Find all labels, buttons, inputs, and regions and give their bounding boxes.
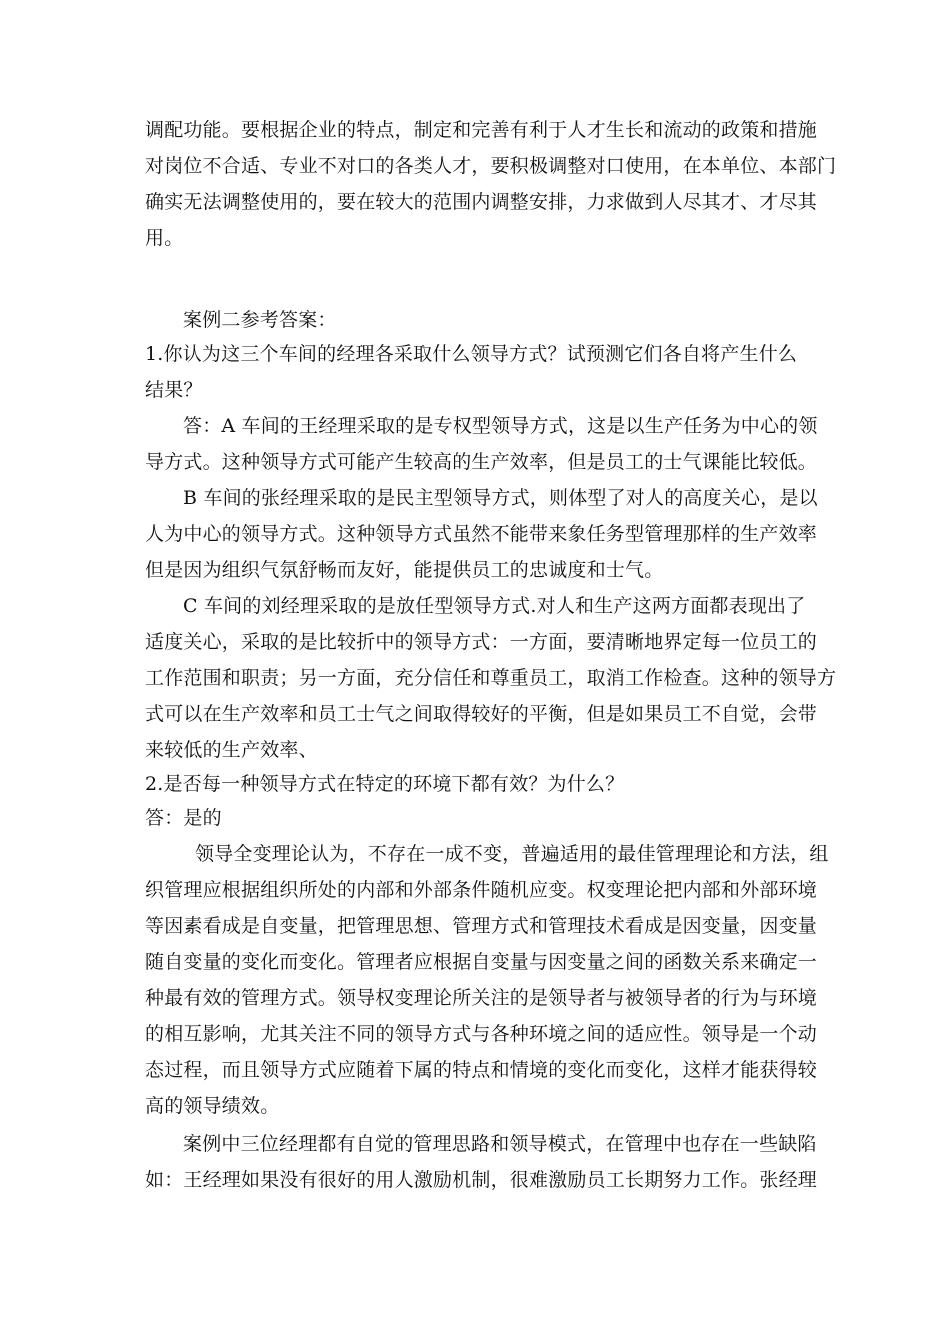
theory-paragraph: 等因素看成是自变量，把管理思想、管理方式和管理技术看成是因变量，因变量 [145,915,818,937]
closing-paragraph: 案例中三位经理都有自觉的管理思路和领导模式，在管理中也存在一些缺陷 [183,1133,817,1155]
answer-b: 但是因为组织气氛舒畅而友好，能提供员工的忠诚度和士气。 [145,559,664,581]
answer-c: 来较低的生产效率、 [145,739,318,761]
theory-paragraph: 随自变量的变化而变化。管理者应根据自变量与因变量之间的函数关系来确定一 [145,951,818,973]
theory-paragraph: 态过程，而且领导方式应随着下属的特点和情境的变化而变化，这样才能获得较 [145,1059,818,1081]
theory-paragraph: 高的领导绩效。 [145,1095,280,1117]
answer-a: 答：A 车间的王经理采取的是专权型领导方式，这是以生产任务为中心的领 [183,415,818,437]
text-line: 确实无法调整使用的，要在较大的范围内调整安排，力求做到人尽其才、才尽其 [145,191,818,213]
text-line: 对岗位不合适、专业不对口的各类人才，要积极调整对口使用，在本单位、本部门 [145,155,837,177]
theory-paragraph: 的相互影响，尤其关注不同的领导方式与各种环境之间的适应性。领导是一个动 [145,1023,818,1045]
question-2: 2.是否每一种领导方式在特定的环境下都有效？为什么？ [145,773,625,795]
theory-paragraph: 种最有效的管理方式。领导权变理论所关注的是领导者与被领导者的行为与环境 [145,987,818,1009]
case-heading: 案例二参考答案： [183,309,337,331]
answer-c: C 车间的刘经理采取的是放任型领导方式.对人和生产这两方面都表现出了 [183,595,806,617]
answer-b: 人为中心的领导方式。这种领导方式虽然不能带来象任务型管理那样的生产效率 [145,523,818,545]
answer-a: 导方式。这种领导方式可能产生较高的生产效率，但是员工的士气课能比较低。 [145,451,818,473]
theory-paragraph: 领导全变理论认为，不存在一成不变，普遍适用的最佳管理理论和方法，组 [195,843,829,865]
answer-2-short: 答：是的 [145,807,222,829]
answer-c: 工作范围和职责；另一方面，充分信任和尊重员工，取消工作检查。这种的领导方 [145,667,837,689]
text-line: 用。 [145,227,184,249]
answer-c: 式可以在生产效率和员工士气之间取得较好的平衡，但是如果员工不自觉，会带 [145,703,818,725]
closing-paragraph: 如：王经理如果没有很好的用人激励机制，很难激励员工长期努力工作。张经理 [145,1169,818,1191]
theory-paragraph: 织管理应根据组织所处的内部和外部条件随机应变。权变理论把内部和外部环境 [145,879,818,901]
answer-b: B 车间的张经理采取的是民主型领导方式，则体型了对人的高度关心，是以 [183,487,818,509]
question-1: 1.你认为这三个车间的经理各采取什么领导方式？试预测它们各自将产生什么 [145,343,798,365]
text-line: 调配功能。要根据企业的特点，制定和完善有利于人才生长和流动的政策和措施 [145,119,818,141]
answer-c: 适度关心，采取的是比较折中的领导方式：一方面，要清晰地界定每一位员工的 [145,631,818,653]
question-1: 结果？ [145,379,203,401]
